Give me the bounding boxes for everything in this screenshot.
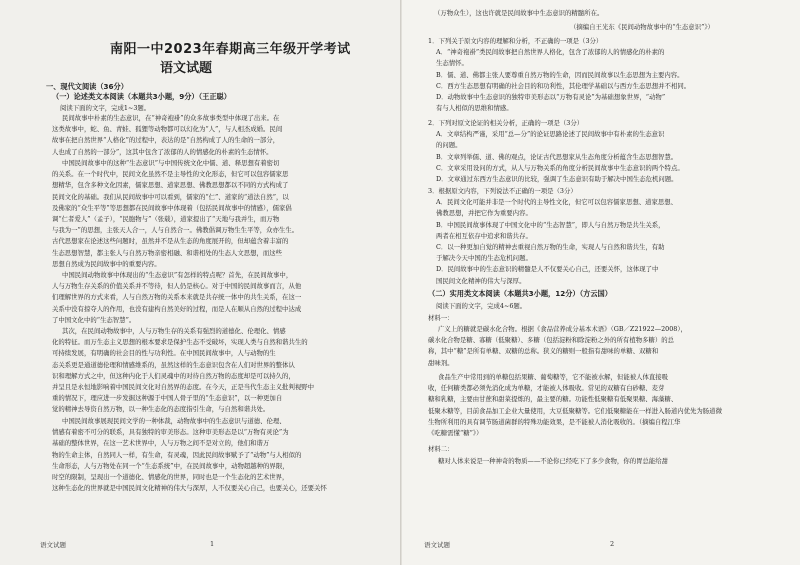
line: 其次，在民间动物故事中，人与万物生存的关系有强烈的道德化、伦理化、情感 — [62, 327, 286, 335]
line: 想精华，包含多种文化因素，儒家思想、道家思想、佛教思想都以不同的方式构成了 — [52, 181, 289, 190]
line: 物的生命主体，自然同人一样，有生命，有灵魂，因此民间故事赋予了“动物”与人相似的 — [52, 450, 302, 459]
line: 人也成了自然的一部分”，这其中包含了浓郁的人的情感化的朴素的生态情怀。 — [52, 147, 273, 156]
line: 中国民间故事中的这种“生态意识”与中国传统文化中儒、道、释思想有着密切 — [62, 159, 280, 167]
question-1 — [428, 36, 788, 114]
line: 及佛家的“众生平等”等思想都在民间故事中体现着（包括民间故事中的情感），儒家倡 — [52, 203, 292, 212]
line: 这类故事中，蛇、鱼、青蛙、狐狸等动物都可以幻化为“人”，与人相杰成婚。民间 — [52, 125, 283, 134]
page-number: 1 — [210, 540, 215, 548]
line: 中国民间动物故事中体现出的“生态意识”有怎样的特点呢？首先，在民间故事中， — [62, 271, 293, 279]
line: 基础的整体世界，在这一艺术世界中，人与万物之间不是对立的，他们和谐万 — [52, 439, 270, 448]
option-d: D．民间故事中的生态意识的精髓是人不仅要关心自己，还要关怀，这体现了中 — [436, 265, 659, 274]
option-d-cont: 有与人相似的思维和情感。 — [436, 104, 513, 113]
line: 与我为一”的思想，主张天人合一，人与自然合一。佛教倡调万物生生平等，众亦生生。 — [52, 226, 299, 235]
line: 调“仁者爱人”（孟子），“民胞物与”（张载），道家提出了“天地与我并生，而万物 — [52, 214, 280, 223]
line: 识和理解方式之中，但这种内化于人们灵魂中的对待自然万物的态度却是可以持久的， — [52, 371, 295, 380]
line: 思想自然成为民间故事中的重要内容。 — [52, 259, 161, 268]
line: 古代思想家在论述这些问题时，虽然并不是从生态的角度展开的，但却蕴含着丰富的 — [52, 237, 289, 246]
option-a: A．“神奇袍褂”类民间故事把自然世界人格化，包含了浓郁的人的情感化的朴素的 — [436, 48, 665, 57]
option-a-cont: 生态情怀。 — [436, 59, 468, 68]
line: 觉的精神去导资自然万物，以一种生态化的态度指引生命，与自然和谐共处。 — [52, 405, 270, 414]
option-b: B．中国民间故事体现了中国文化中的“生态智慧”，即人与自然万物是共生关系， — [436, 220, 665, 229]
passage-para-1 — [52, 113, 388, 158]
option-a-cont: 的问题。 — [436, 141, 462, 150]
option-a-cont: 佛教思想，并把它作为重要内容。 — [436, 209, 532, 218]
line: 食品生产中常用到的单糖包括果糖、葡萄糖等，它不能被水解，但能被人体直接吸 — [438, 373, 669, 381]
line: 的关系。在一个时代中，民间文化虽然不是主导性的文化形态，但它可以包容儒家思 — [52, 170, 289, 179]
question-2 — [428, 118, 788, 185]
line: 生物所利用的具有调节肠道菌群的特殊功能效果，是不能被人消化吸收的。（摘编自程江华 — [428, 417, 681, 426]
option-c: C．文章采用设问的方式，从人与万物关系的角度分析民间故事中生态意识的两个特点。 — [436, 163, 684, 172]
passage-para-4 — [52, 326, 388, 416]
line: 糖和乳糖，主要由甘蔗和甜菜提炼的，最主要的糖。功能性低聚糖有低聚果糖、海藻糖、 — [428, 395, 678, 404]
line: 重的情况下，理应进一步发掘这种源于中国人骨子里的“生态意识”，以一种更加自 — [52, 394, 283, 403]
material-2-label: 材料二： — [428, 445, 454, 453]
question-stem: 2．下列对原文论证的相关分析，正确的一项是（3分） — [428, 119, 584, 127]
option-b-cont: 两者在相互依存中追求和谐共存。 — [436, 231, 532, 240]
page-footer-label: 语文试题 — [424, 541, 450, 549]
line: 低聚木糖等，目前食品加工企业大量使用，大豆低聚糖等。它们低聚糖能在一样进入肠道内优先为肠道微 — [428, 406, 722, 415]
page-number: 2 — [610, 540, 615, 548]
line: 生命形态，人与万物处在同一个“生态系统”中，在民间故事中，动物超越种的界限， — [52, 461, 289, 470]
page-right — [402, 0, 800, 565]
line: 《吃糖需懂“糖”》） — [428, 428, 483, 437]
line: 民间文化的基础。我们从民间故事中可以看到，儒家的“仁”、道家的“道法自然”，以 — [52, 192, 289, 201]
line: 生态思想智慧，都主张人与自然万物亲密相融、和谐相处的生态人文思想，而这些 — [52, 248, 283, 257]
option-a: A．文章结构严谨，采用“总—分”的论证思路论述了民间故事中有朴素的生态意识 — [436, 130, 665, 139]
passage-para-2 — [52, 158, 388, 270]
instruction-text-2: 阅读下面的文字，完成4~6题。 — [436, 302, 527, 310]
subsection-heading: （一）论述类文本阅读（本题共3小题，9分）（王正聪） — [52, 92, 231, 101]
page-footer-label: 语文试题 — [40, 541, 66, 549]
line: 故事在把自然世界“人格化”的过程中，表达的是“自然构成了人的生命的一部分， — [52, 136, 280, 145]
material-1-para-1 — [428, 324, 790, 369]
option-c: C．西方生态思想有明确的社会目的和功利性，其伦理学基础以与西方生态思想并不相同。 — [436, 81, 691, 90]
line: 甜味剂。 — [428, 358, 454, 367]
material-1-para-2 — [428, 372, 790, 439]
line: 情感有着密不可分的联系，具有独特的审美形态。这种审美形态是以“万物有灵论”为 — [52, 428, 289, 437]
line: 并呈且是永恒地影响着中国民间文化对自然界的态度。在今天，正是当代生态主义批判视野中 — [52, 382, 315, 391]
line: 化的特征。而万生态主义思想的根本要求是保护生态不受破坏，实现人类与自然和谐共生的 — [52, 338, 308, 347]
option-d: D．文章通过东西方生态意识的比较，强调了生态意识有助于解决中国生态危机问题。 — [436, 174, 678, 183]
line: 中国民间故事展现民间文学的一种体裁，动物故事中的生态意识与道德、伦理、 — [62, 417, 286, 425]
exam-title: 南阳一中2023年春期高三年级开学考试 — [110, 42, 351, 57]
passage-para-3 — [52, 270, 388, 326]
instruction-text: 阅读下面的文字，完成1~3题。 — [60, 104, 151, 112]
line: 了中国文化中的“生态智慧”。 — [52, 315, 136, 324]
material-2-line: 糖对人体来说是一种神奇的物质——不论你已经吃下了多少食物，你的胃总能给甜 — [438, 457, 669, 465]
line: 人与万物生存关系的价值关系并不等待，但人仍是核心。对于中国的民间故事而言，从他 — [52, 282, 302, 291]
question-3 — [428, 186, 788, 287]
line: 广义上的糖就是碳水化合物。根据《食品营养成分基本术语》（GB／Z21922—2008）， — [438, 325, 687, 333]
section-heading: 一、现代文阅读（36分） — [46, 82, 128, 91]
line: 碳水化合物是糖、寡糖（低聚糖）、多糖（包括淀粉和除淀粉之外的所有植物多糖）的总 — [428, 336, 675, 345]
line: 这种生态化的世界就是中国民间文化精神的伟大与深厚，人不仅要关心自己，也要关心，还要关怀 — [52, 484, 327, 493]
subsection-heading-2: （二）实用类文本阅读（本题共3小题，12分）（方云国） — [428, 289, 612, 298]
line: 可持续发展，有明确的社会目的性与功利性。在中国民间故事中，人与动物的生 — [52, 349, 276, 358]
option-b: B．文章列举儒、道、佛的观点，论证古代思想家从生态角度分析蕴含生态思想智慧。 — [436, 152, 678, 161]
passage-tail: （万物众生），这也许就是民间故事中生态意识的精髓所在。 — [434, 9, 604, 17]
option-a: A．民间文化可能并非是一个时代的主导性文化，但它可以包容儒家思想、道家思想、 — [436, 198, 678, 207]
passage-para-5 — [52, 416, 388, 494]
line: 态关系更是通道德伦理和情感维系的，虽然这样的生态意识包含在人们对世界的整体认 — [52, 360, 295, 369]
option-b: B．儒、道、佛都主张人要尊重自然万物的生命，因而民间故事以生态思想为主要内容。 — [436, 70, 684, 79]
option-c: C．以一种更加自觉的精神去重视自然万物的生命，实现人与自然和谐共生，有助 — [436, 242, 665, 251]
line: 时空的限制，呈现出一个道德化、情感化的世界，同时也是一个生态化的艺术世界， — [52, 472, 289, 481]
material-1-label: 材料一： — [428, 314, 454, 322]
question-stem: 3．根据原文内容，下列说法不正确的一项是（3分） — [428, 187, 577, 195]
source-citation: （摘编自王光东《民间动物故事中的“生态意识”》） — [570, 23, 714, 31]
option-d: D．动物故事中生态意识的独特审美形态以“万物有灵论”为基础想象世界，“动物” — [436, 92, 666, 101]
line: 关系中没有掠夺人的作用，也没有建构自然美好的过程，而是人在顺从自然的过程中达成 — [52, 304, 302, 313]
option-d-cont: 国民间文化精神的伟大与深厚。 — [436, 276, 526, 285]
line: 们理解世界的方式来看，人与自然万物的关系本来就是共存统一体中的共生关系，在这一 — [52, 293, 302, 302]
exam-subtitle: 语文试题 — [160, 61, 213, 76]
question-stem: 1．下列关于原文内容的理解和分析，不正确的一项是（3分） — [428, 37, 603, 45]
line: 称，其中“糖”是所有单糖、双糖的总称。狭义的糖则一般指有甜味的单糖、双糖和 — [428, 347, 659, 356]
option-c-cont: 于解决今天中国的生态危机问题。 — [436, 254, 532, 263]
line: 收，任何糖类都必须先消化成为单糖，才能被人体吸收。常见的双糖有白砂糖、麦芽 — [428, 384, 665, 393]
line: 民间故事中朴素的生态意识，在“神奇袍褂”的众多故事类型中体现了出来。在 — [62, 114, 280, 122]
